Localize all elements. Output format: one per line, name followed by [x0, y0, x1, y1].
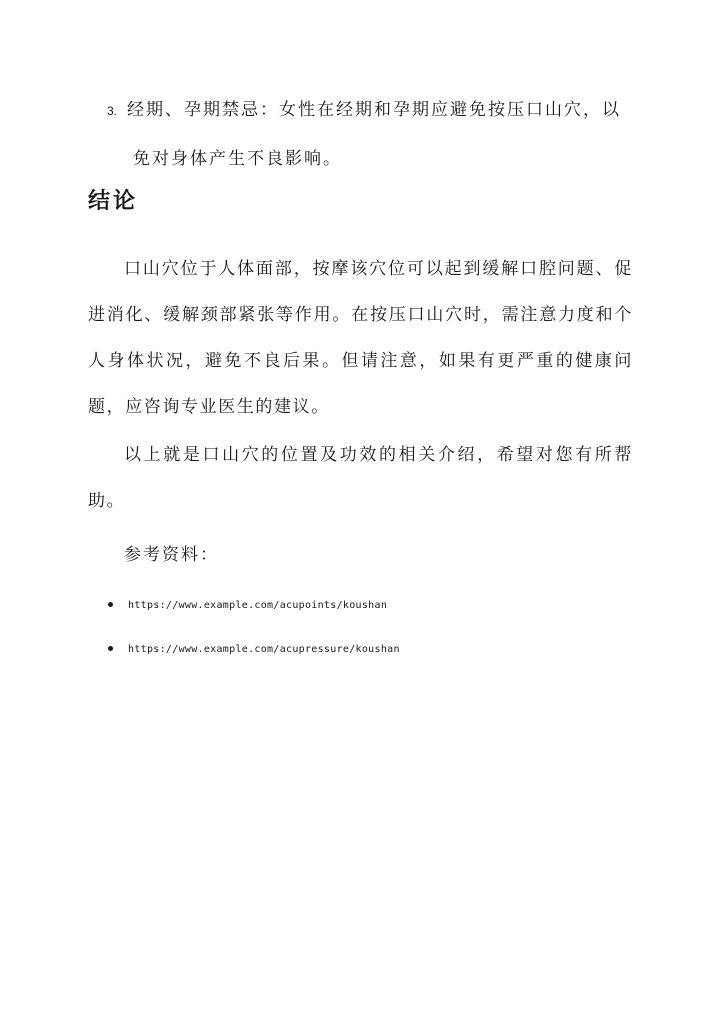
conclusion-paragraph-1: 口山穴位于人体面部，按摩该穴位可以起到缓解口腔问题、促进消化、缓解颈部紧张等作用。在按压口山穴时，需注意力度和个人身体状况，避免不良后果。但请注意，如果有更严重的健康问题，应咨询专业医生的建议。 — [88, 259, 633, 417]
conclusion-paragraph-2: 以上就是口山穴的位置及功效的相关介绍，希望对您有所帮助。 — [88, 445, 633, 511]
references-list — [108, 592, 400, 680]
reference-item — [108, 636, 400, 680]
section-heading-conclusion: 结论 — [88, 189, 139, 214]
reference-link-2[interactable]: https://www.example.com/acupressure/koushan — [128, 644, 400, 655]
list-item-line-2: 免对身体产生不良影响。 — [133, 149, 342, 169]
references-title: 参考资料： — [124, 545, 219, 565]
bullet-icon — [108, 602, 113, 607]
list-item-line-1: 经期、孕期禁忌：女性在经期和孕期应避免按压口山穴，以 — [127, 100, 622, 120]
list-item-contraindication — [107, 86, 637, 183]
reference-link-1[interactable]: https://www.example.com/acupoints/koushan — [128, 600, 388, 611]
bullet-icon — [108, 646, 113, 651]
list-number: 3. — [107, 104, 118, 118]
reference-item — [108, 592, 400, 636]
